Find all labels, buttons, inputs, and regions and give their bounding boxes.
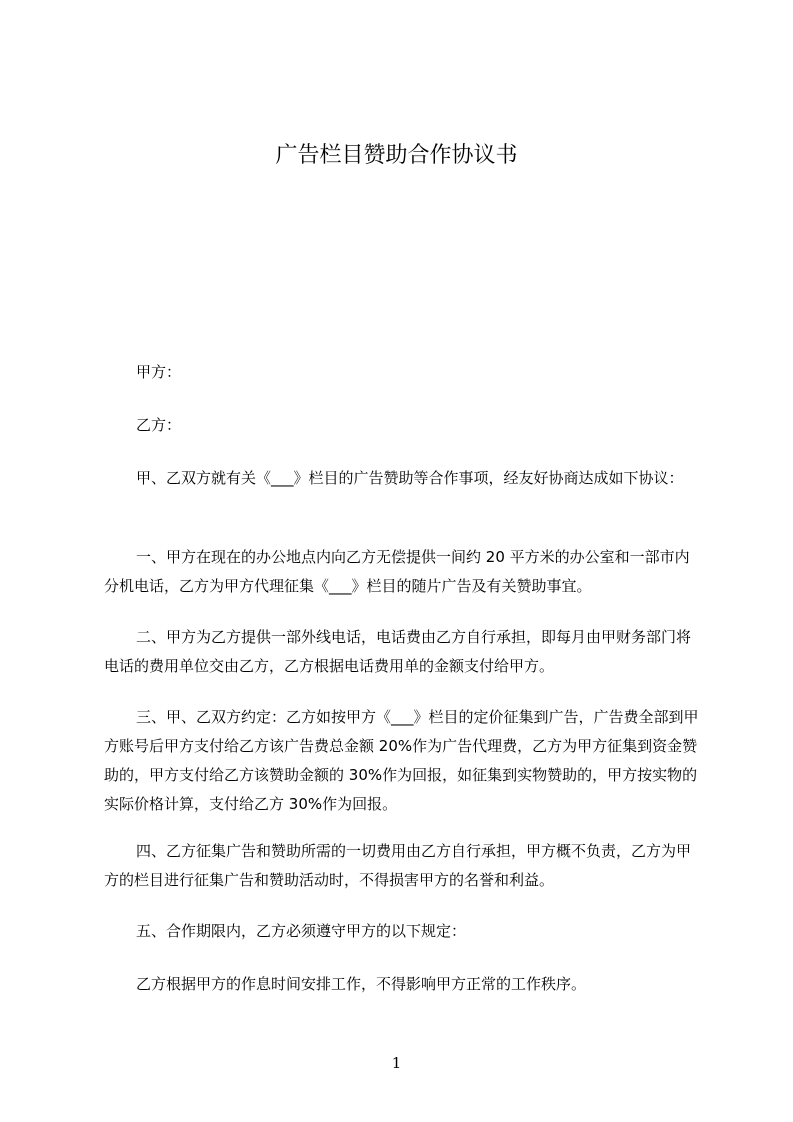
clause-5: 五、合作期限内，乙方必须遵守甲方的以下规定： — [136, 922, 467, 940]
clause-4: 四、乙方征集广告和赞助所需的一切费用由乙方自行承担，甲方概不负责，乙方为甲方的栏目进行征集广告和赞助活动时，不得损害甲方的名誉和利益。 — [104, 842, 692, 889]
document-title: 广告栏目赞助合作协议书 — [275, 143, 518, 168]
party-a-line: 甲方： — [136, 363, 182, 381]
clause-5-item: 乙方根据甲方的作息时间安排工作，不得影响甲方正常的工作秩序。 — [136, 975, 587, 993]
party-b-line: 乙方： — [136, 416, 182, 434]
clause-3: 三、甲、乙双方约定：乙方如按甲方《___》栏目的定价征集到广告，广告费全部到甲方账号后甲方支付给乙方该广告费总金额 20%作为广告代理费，乙方为甲方征集到资金赞助的，甲方支付给乙方该赞助金额的 30%作为回报，如征集到实物赞助的，甲方按实物的实际价格计算，支付给乙方 30%作为回报。 — [104, 708, 699, 813]
page-number: 1 — [391, 1054, 402, 1072]
clause-1: 一、甲方在现在的办公地点内向乙方无偿提供一间约 20 平方米的办公室和一部市内分机电话，乙方为甲方代理征集《___》栏目的随片广告及有关赞助事宜。 — [104, 548, 690, 595]
clause-2: 二、甲方为乙方提供一部外线电话，电话费由乙方自行承担，即每月由甲财务部门将电话的费用单位交由乙方，乙方根据电话费用单的金额支付给甲方。 — [104, 628, 692, 675]
intro-paragraph: 甲、乙双方就有关《___》栏目的广告赞助等合作事项，经友好协商达成如下协议： — [136, 469, 684, 487]
